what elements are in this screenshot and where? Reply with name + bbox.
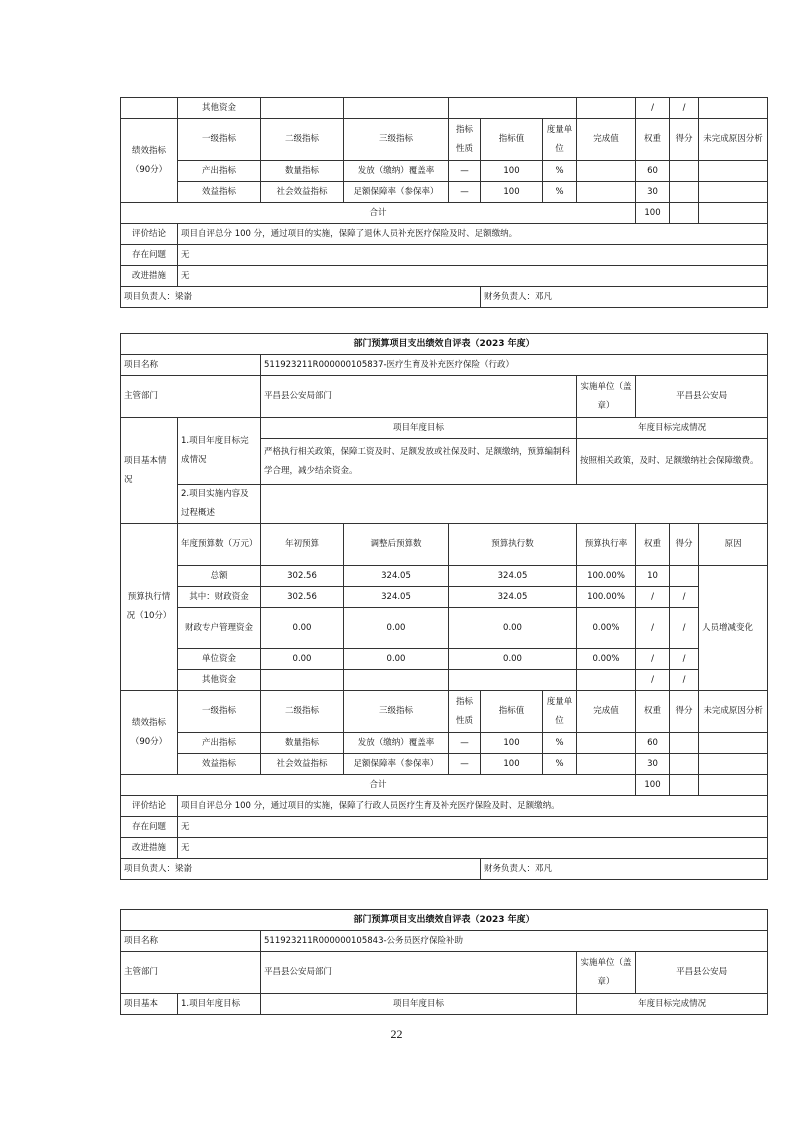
budget-section-label: 预算执行情况（10分） <box>121 524 178 691</box>
evaluation-table-continued <box>120 97 768 308</box>
problems-row: 存在问题 无 <box>121 817 768 838</box>
perf-section-label: 绩效指标（90分） <box>121 691 178 775</box>
annual-goal-text: 严格执行相关政策，保障工资及时、足额发放或社保及时、足额缴纳，预算编制科学合理，减少结余资金。 <box>261 439 577 485</box>
table-row: 财政专户管理资金 0.00 0.00 0.00 0.00% / / <box>121 608 768 649</box>
dept-row: 主管部门 平昌县公安局部门 实施单位（盖章） 平昌县公安局 <box>121 952 768 994</box>
project-name-row: 项目名称 511923211R000000105843-公务员医疗保险补助 <box>121 931 768 952</box>
page-number: 22 <box>390 1027 403 1041</box>
table-row: 其中：财政资金 302.56 324.05 324.05 100.00% / / <box>121 587 768 608</box>
row-label: 其他资金 <box>178 98 261 119</box>
table-row: 产出指标 数量指标 发放（缴纳）覆盖率 — 100 % 60 <box>121 161 768 182</box>
table-row: 其他资金 / / <box>121 670 768 691</box>
other-funds-row: 其他资金 / / <box>121 98 768 119</box>
improvements-row: 改进措施 无 <box>121 266 768 287</box>
signature-row: 项目负责人：梁嵛 财务负责人：邓凡 <box>121 859 768 880</box>
budget-header-row: 预算执行情况（10分） 年度预算数（万元） 年初预算 调整后预算数 预算执行数 预算执行率 权重 得分 原因 <box>121 524 768 566</box>
table-row: 总额 302.56 324.05 324.05 100.00% 10 人员增减变化 <box>121 566 768 587</box>
perf-header-row: 绩效指标（90分） 一级指标 二级指标 三级指标 指标性质 指标值 度量单位 完成值 权重 得分 未完成原因分析 <box>121 119 768 161</box>
table-title: 部门预算项目支出绩效自评表（2023 年度） <box>121 910 768 931</box>
dept-row: 主管部门 平昌县公安局部门 实施单位（盖章） 平昌县公安局 <box>121 376 768 418</box>
table-row: 单位资金 0.00 0.00 0.00 0.00% / / <box>121 649 768 670</box>
evaluation-table-civil-servant-medical: 部门预算项目支出绩效自评表（2023 年度） 项目名称 511923211R000000105843-公务员医疗保险补助 主管部门 平昌县公安局部门 实施单位（盖章） 平昌县公安局 项目基本 1.项目年度目标 项目年度目标 年度目标完成情况 <box>120 909 768 1015</box>
perf-section-label: 绩效指标（90分） <box>121 119 178 203</box>
perf-header-row: 绩效指标（90分） 一级指标 二级指标 三级指标 指标性质 指标值 度量单位 完成值 权重 得分 未完成原因分析 <box>121 691 768 733</box>
signature-row: 项目负责人：梁嵛 财务负责人：邓凡 <box>121 287 768 308</box>
table-row: 效益指标 社会效益指标 足额保障率（参保率） — 100 % 30 <box>121 754 768 775</box>
evaluation-table-medical-maternity: 部门预算项目支出绩效自评表（2023 年度） 项目名称 511923211R000000105837-医疗生育及补充医疗保险（行政） 主管部门 平昌县公安局部门 实施单位（盖章） 平昌县公安局 项目基本情况 1.项目年度目标完成情况 项目年度目标 年度目标完成情况 严格执行相关政策，保障工资及时、足额发放或社保及时、足额缴纳，预算编制科学合理，减少结余资金。 按照相关政策，及时、足额缴纳社会保障缴费。 2.项目实施内容及过程概述 预算执行情况（10分） 年度预算数（万元） 年初预算 调整后预算数 预算执行数 预算执行率 权重 得分 原因 总额 302.56 324.05 324.05 100.00% 10 人员增减变化 其中：财政资金 302.56 324.05 324.05 100.00% / / 财政专户管理资金 0.00 0.00 0.00 0.00% / / 单位资金 0.00 0.00 0.00 0.00% / / 其他资金 / / 绩效指标（90分） 一级指标 二级指标 三级指标 指标性质 指标值 度量单位 完成值 权重 得分 未完成原因分析 产出指标 数量指标 发放（缴纳）覆盖率 — 100 % 60 效益指标 社会效益指标 足额保障率（参保率） — 100 % 30 合计 100 评价结论 项目自评总分 100 分，通过项目的实施，保障了行政人员医疗生育及补充医疗保险及时、足额缴纳。 存在问题 无 改进措施 无 项目负责人：梁嵛 财务负责人：邓凡 <box>120 333 768 880</box>
table-title: 部门预算项目支出绩效自评表（2023 年度） <box>121 334 768 355</box>
budget-reason: 人员增减变化 <box>699 566 768 691</box>
table-row: 效益指标 社会效益指标 足额保障率（参保率） — 100 % 30 <box>121 182 768 203</box>
evaluation-row: 评价结论 项目自评总分 100 分，通过项目的实施，保障了行政人员医疗生育及补充医疗保险及时、足额缴纳。 <box>121 796 768 817</box>
evaluation-row: 评价结论 项目自评总分 100 分，通过项目的实施，保障了退休人员补充医疗保险及时、足额缴纳。 <box>121 224 768 245</box>
goal-done-text: 按照相关政策，及时、足额缴纳社会保障缴费。 <box>577 439 768 485</box>
total-row: 合计 100 <box>121 775 768 796</box>
project-name-row: 项目名称 511923211R000000105837-医疗生育及补充医疗保险（行政） <box>121 355 768 376</box>
table-row: 产出指标 数量指标 发放（缴纳）覆盖率 — 100 % 60 <box>121 733 768 754</box>
improvements-row: 改进措施 无 <box>121 838 768 859</box>
total-row: 合计 100 <box>121 203 768 224</box>
problems-row: 存在问题 无 <box>121 245 768 266</box>
